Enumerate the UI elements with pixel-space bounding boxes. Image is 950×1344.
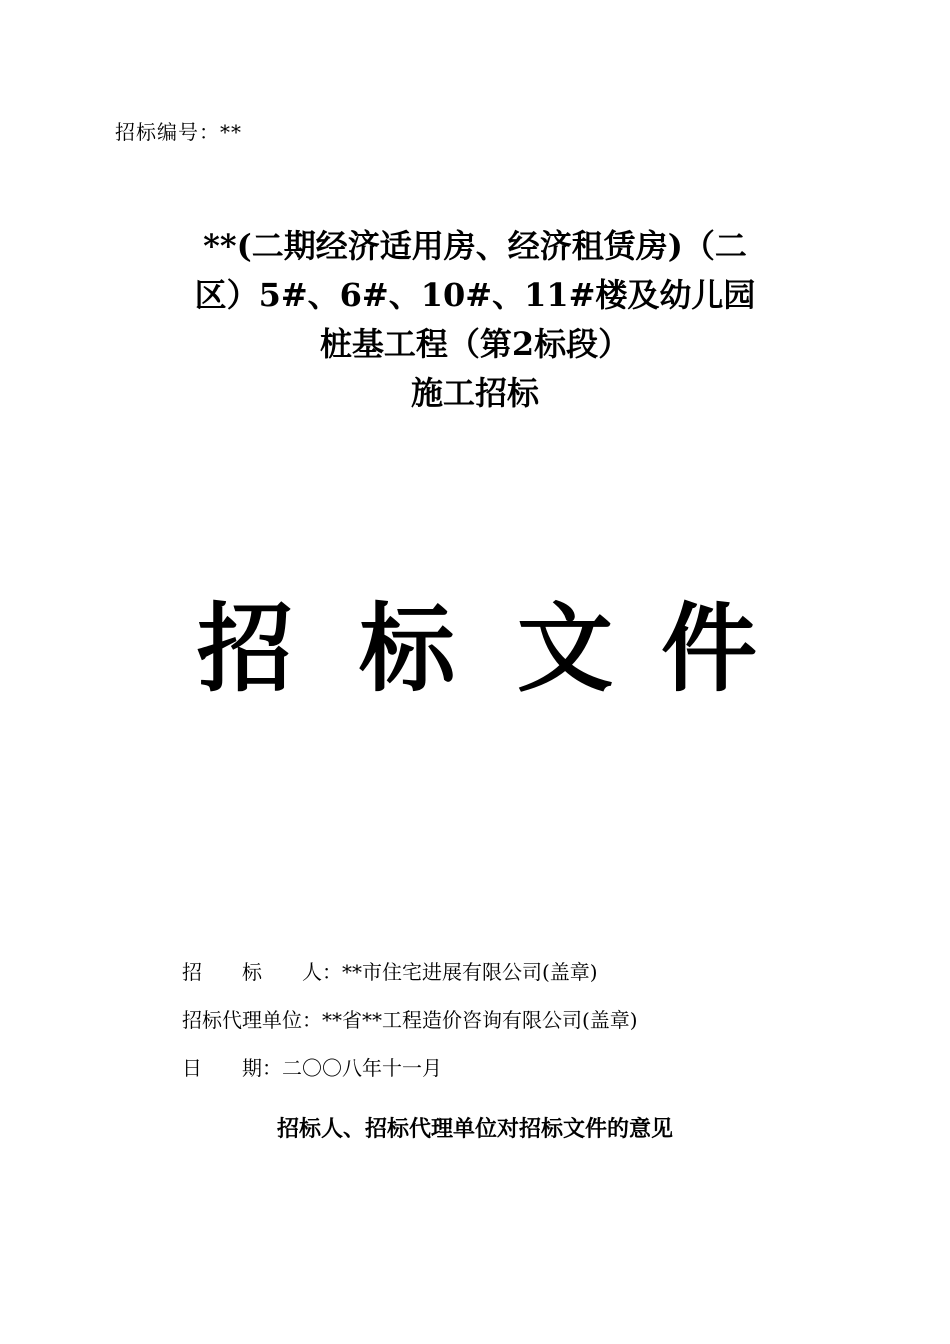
project-title-line-1: **(二期经济适用房、经济租赁房)（二 (203, 227, 747, 265)
project-title-line-3: 桩基工程（第2标段） (319, 325, 631, 363)
project-title (0, 222, 950, 418)
document-title-char-3: 文 (517, 592, 613, 705)
document-title-char-2: 标 (359, 592, 455, 705)
document-title-char-1: 招 (197, 592, 293, 705)
document-title-char-4: 件 (661, 592, 757, 705)
tenderer-value: **市住宅进展有限公司(盖章) (342, 960, 598, 984)
date-row (182, 1052, 442, 1081)
date-label: 日 期： (182, 1056, 282, 1080)
agent-value: **省**工程造价咨询有限公司(盖章) (322, 1008, 638, 1032)
document-title (0, 594, 950, 704)
tender-number: 招标编号：** (115, 120, 242, 144)
agent-label: 招标代理单位： (182, 1008, 322, 1032)
date-value: 二〇〇八年十一月 (282, 1056, 442, 1080)
tenderer-label: 招 标 人： (182, 960, 342, 984)
opinion-heading: 招标人、招标代理单位对招标文件的意见 (276, 1116, 673, 1142)
project-title-line-4: 施工招标 (410, 374, 539, 412)
project-title-line-2: 区）5#、6#、10#、11#楼及幼儿园 (194, 276, 756, 314)
tenderer-row (182, 956, 598, 985)
agent-row (182, 1004, 638, 1033)
